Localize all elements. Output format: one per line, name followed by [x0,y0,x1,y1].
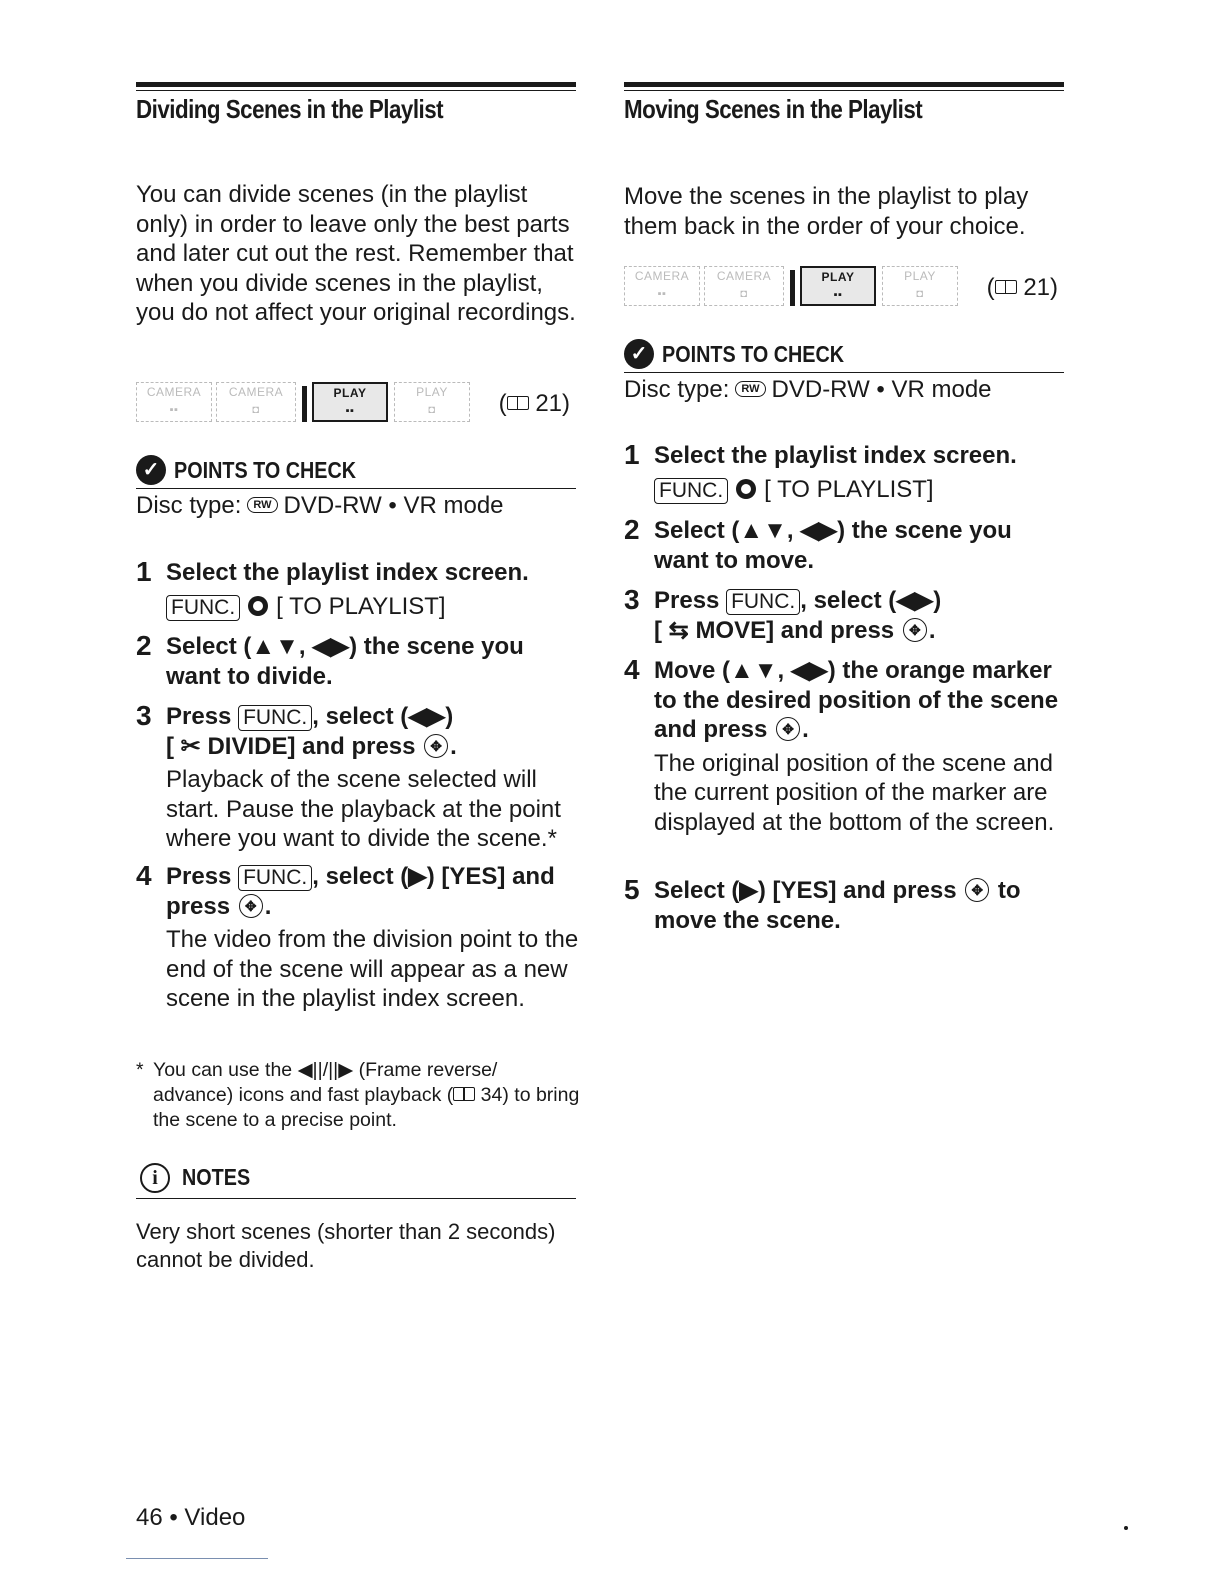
photo-icon: ◘ [916,288,924,300]
intro-text: Move the scenes in the playlist to play them back in the order of your choice. [624,183,1029,240]
step-1: 1 Select the playlist index screen. FUNC. [ TO PLAYLIST] [624,439,1017,503]
mode-play-movie: PLAY ▪▪ [800,266,876,306]
checkmark-icon: ✓ [624,339,654,369]
points-label: POINTS TO CHECK [174,457,357,483]
footnote: * You can use the ◀||/||▶ (Frame reverse/ advance) icons and fast playback ( 34) to bring the scene to a precise point. [136,1059,580,1131]
func-key: FUNC. [238,865,312,891]
page-reference: ( 21) [498,390,570,417]
section-title: Dividing Scenes in the Playlist [136,94,444,124]
joystick-icon: ✥ [776,717,800,741]
book-icon [995,280,1017,294]
mode-play-photo: PLAY ◘ [882,266,958,306]
arrow-icon [248,596,268,616]
mode-indicator [624,266,1064,312]
page-footer: 46 • Video [136,1504,246,1531]
step-4: 4 Move (▲▼, ◀▶) the orange marker to the desired position of the scene and press ✥ . The original position of the scene and the current position of the marker are displayed at the bottom of the screen. [624,654,1059,836]
photo-icon: ◘ [428,404,436,416]
step-2: 2 Select (▲▼, ◀▶) the scene you want to move. [624,514,1012,574]
film-icon: ▪▪ [833,289,843,301]
dvd-rw-icon: RW [247,497,277,513]
func-key: FUNC. [654,478,728,504]
page-reference: ( 21) [986,274,1058,301]
footer-line [126,1558,268,1559]
step-3: 3 Press FUNC. , select (◀▶) [ ⇆ MOVE] and press ✥ . [624,584,942,644]
mode-play-movie: PLAY ▪▪ [312,382,388,422]
joystick-icon: ✥ [903,618,927,642]
disc-type: Disc type: RW DVD-RW • VR mode [136,492,504,519]
note-text: Very short scenes (shorter than 2 seconds) cannot be divided. [136,1219,556,1272]
photo-icon: ◘ [740,288,748,300]
joystick-icon: ✥ [424,734,448,758]
step-5: 5 Select (▶) [YES] and press ✥ to move the scene. [624,874,1021,934]
notes-header: i NOTES [136,1162,576,1199]
dvd-rw-icon: RW [735,381,765,397]
points-label: POINTS TO CHECK [662,341,845,367]
film-icon: ▪▪ [345,405,355,417]
mode-camera-movie: CAMERA ▪▪ [136,382,212,422]
mode-camera-movie: CAMERA ▪▪ [624,266,700,306]
mode-camera-photo: CAMERA ◘ [216,382,296,422]
mode-indicator [136,382,576,428]
mode-camera-photo: CAMERA ◘ [704,266,784,306]
section-title: Moving Scenes in the Playlist [624,94,923,124]
film-icon: ▪▪ [657,288,667,300]
func-key: FUNC. [238,705,312,731]
section-rule [136,82,576,87]
disc-type: Disc type: RW DVD-RW • VR mode [624,376,992,403]
step-4: 4 Press FUNC. , select (▶) [YES] and press ✥ . The video from the division point to the end of the scene will appear as a new scene in the playlist index screen. [136,860,579,1012]
section-rule-thin [624,90,1064,91]
section-rule [624,82,1064,87]
points-to-check [624,338,1064,373]
checkmark-icon: ✓ [136,455,166,485]
joystick-icon: ✥ [965,878,989,902]
step-2: 2 Select (▲▼, ◀▶) the scene you want to divide. [136,630,524,690]
photo-icon: ◘ [252,404,260,416]
func-key: FUNC. [166,595,240,621]
mode-separator [790,270,795,306]
func-key: FUNC. [726,589,800,615]
info-icon: i [140,1163,170,1193]
arrow-icon [736,479,756,499]
step-3: 3 Press FUNC. , select (◀▶) [ ✂ DIVIDE] and press ✥ . Playback of the scene selected will start. Pause the playback at the point where you want to divide the scene.* [136,700,561,852]
film-icon: ▪▪ [169,404,179,416]
section-rule-thin [136,90,576,91]
mode-separator [302,386,307,422]
mode-play-photo: PLAY ◘ [394,382,470,422]
joystick-icon: ✥ [239,894,263,918]
book-icon [453,1087,475,1101]
step-1: 1 Select the playlist index screen. FUNC. [ TO PLAYLIST] [136,556,529,620]
book-icon [507,396,529,410]
scan-speck [1124,1526,1128,1530]
points-to-check [136,454,576,489]
intro-text: You can divide scenes (in the playlist only) in order to leave only the best parts and later cut out the rest. Remember that when you divide scenes in the playlist, you do not affect your original recordings. [136,181,576,326]
